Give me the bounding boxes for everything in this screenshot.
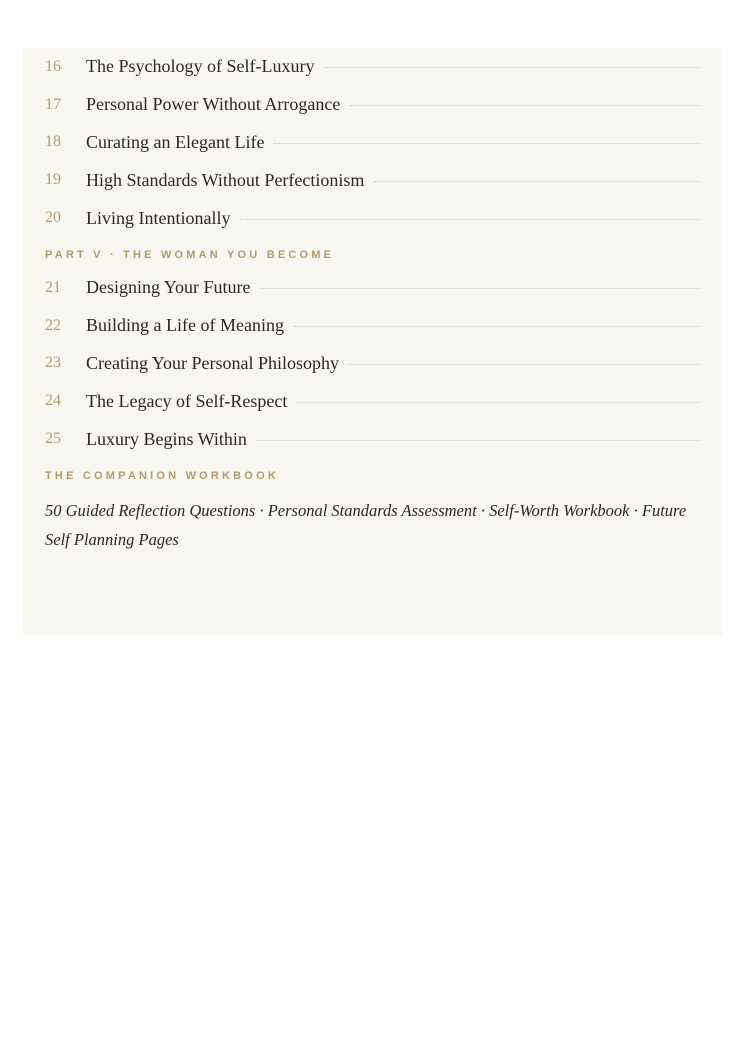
chapter-title: High Standards Without Perfectionism [86,169,365,190]
chapter-number: 18 [45,133,61,151]
workbook-heading: THE COMPANION WORKBOOK [45,469,279,482]
dotted-leader [350,105,700,106]
chapter-number: 22 [45,316,61,334]
chapter-number: 16 [45,57,61,75]
workbook-description: 50 Guided Reflection Questions · Personal Standards Assessment · Self-Worth Workbook · Future Self Planning Pages [45,500,687,549]
chapter-title: Curating an Elegant Life [86,131,265,152]
toc-content [45,48,700,554]
toc-row [45,269,700,307]
chapter-title: The Psychology of Self-Luxury [86,56,315,77]
toc-row [45,345,700,383]
dotted-leader [297,402,700,403]
chapter-number: 17 [45,95,61,113]
toc-row [45,420,700,458]
chapter-title: Luxury Begins Within [86,428,247,449]
chapter-title: Designing Your Future [86,277,251,298]
chapter-number: 19 [45,171,61,189]
chapter-title: The Legacy of Self-Respect [86,390,288,411]
part-heading: PART V · THE WOMAN YOU BECOME [45,248,335,261]
dotted-leader [374,181,700,182]
dotted-leader [257,440,700,441]
dotted-leader [294,326,700,327]
toc-row [45,124,700,162]
chapter-title: Personal Power Without Arrogance [86,94,341,115]
dotted-leader [261,288,700,289]
toc-row [45,199,700,237]
toc-panel [23,48,722,635]
dotted-leader [349,364,700,365]
dotted-leader [240,219,700,220]
chapter-number: 23 [45,354,61,372]
chapter-number: 24 [45,392,61,410]
chapter-title: Building a Life of Meaning [86,315,284,336]
chapter-title: Living Intentionally [86,207,231,228]
chapter-title: Creating Your Personal Philosophy [86,352,340,373]
chapter-number: 25 [45,430,61,448]
toc-row [45,161,700,199]
chapter-number: 21 [45,278,61,296]
dotted-leader [324,67,700,68]
dotted-leader [274,143,700,144]
toc-row [45,48,700,86]
toc-row [45,86,700,124]
toc-row [45,307,700,345]
toc-row [45,382,700,420]
chapter-number: 20 [45,209,61,227]
